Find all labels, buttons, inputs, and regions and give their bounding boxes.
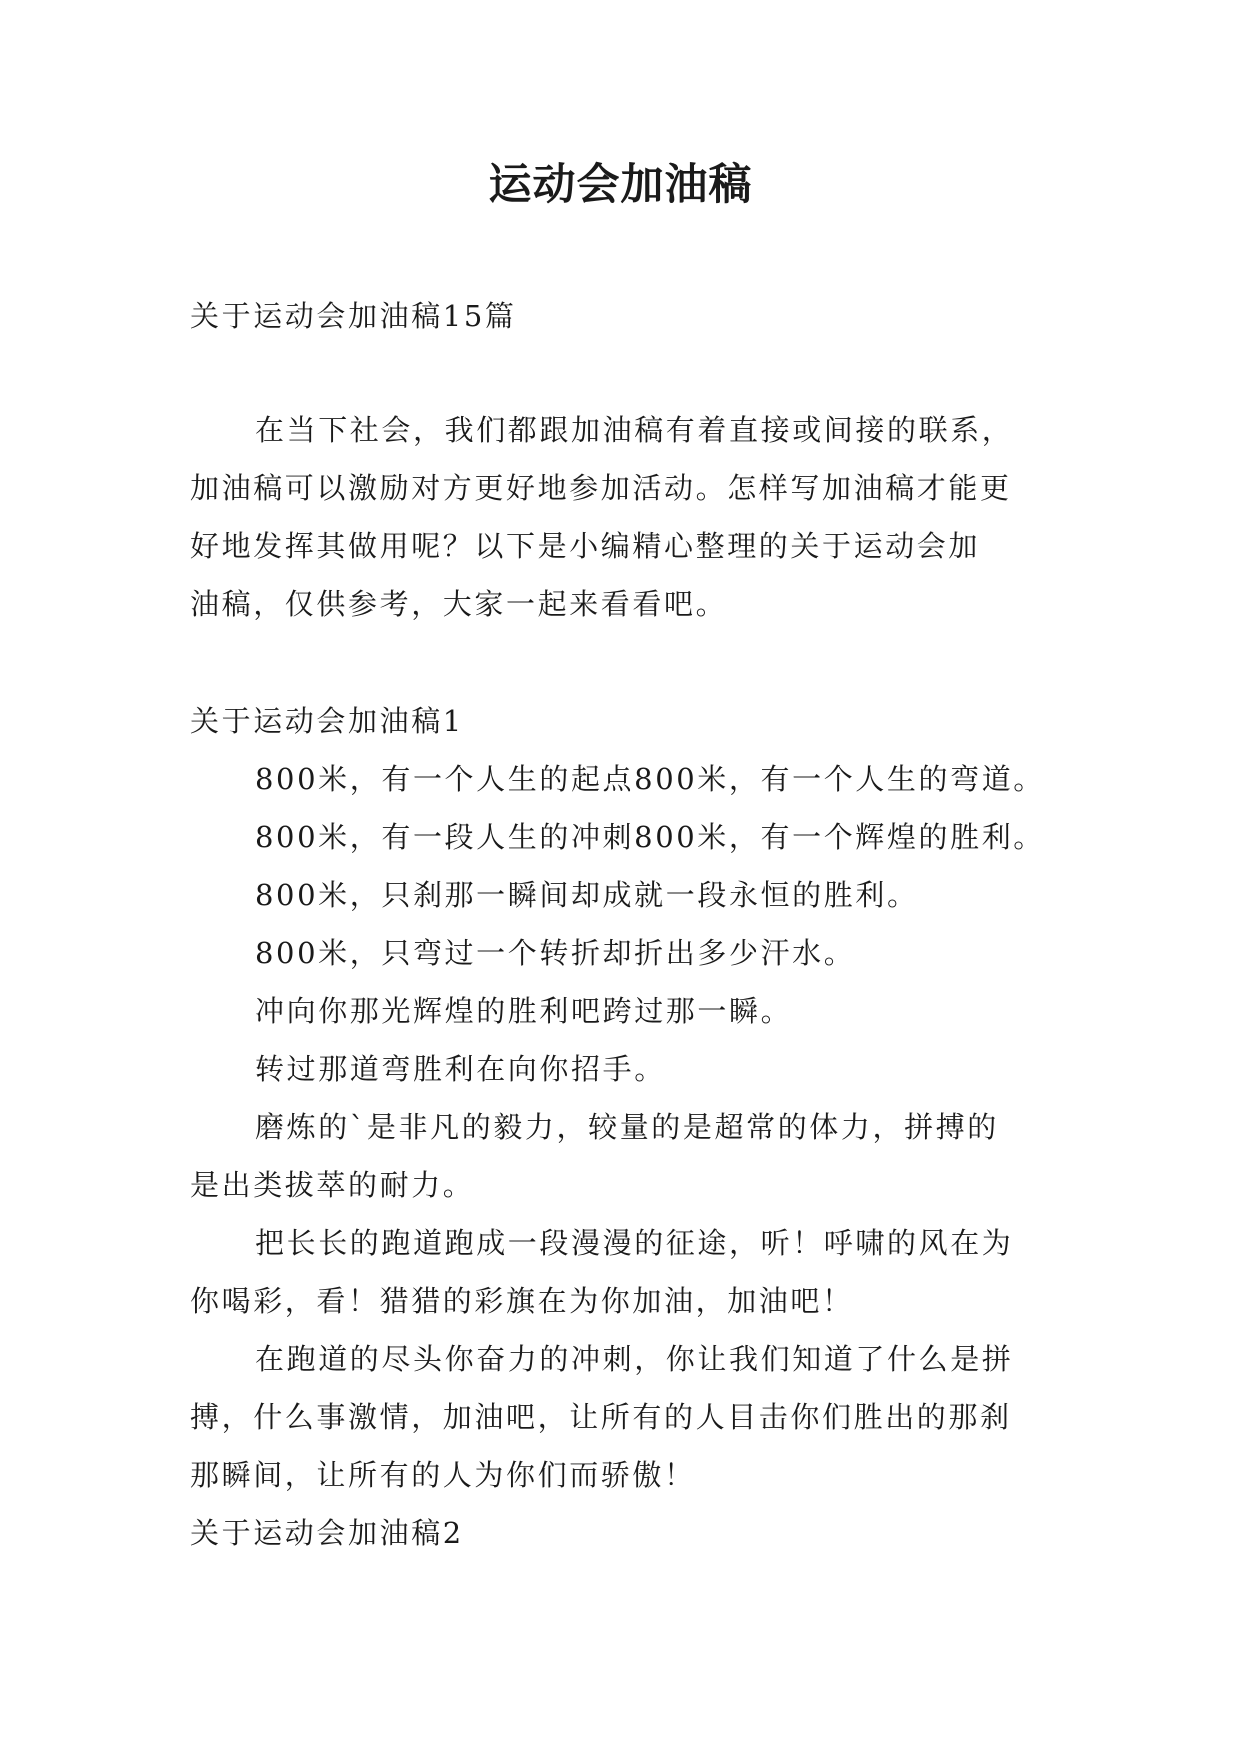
section-heading-1: 关于运动会加油稿1: [190, 704, 464, 738]
paragraph-line: 800米，有一个人生的起点800米，有一个人生的弯道。: [255, 762, 1045, 796]
section-heading-2: 关于运动会加油稿2: [190, 1516, 464, 1550]
paragraph-line: 你喝彩，看！猎猎的彩旗在为你加油，加油吧！: [190, 1284, 854, 1318]
paragraph-line: 800米，只弯过一个转折却折出多少汗水。: [255, 936, 856, 970]
paragraph-line: 800米，只刹那一瞬间却成就一段永恒的胜利。: [255, 878, 919, 912]
intro-line: 在当下社会，我们都跟加油稿有着直接或间接的联系，: [255, 413, 1014, 447]
intro-line: 油稿，仅供参考，大家一起来看看吧。: [190, 587, 728, 621]
intro-line: 好地发挥其做用呢？以下是小编精心整理的关于运动会加: [190, 529, 981, 563]
paragraph-line: 那瞬间，让所有的人为你们而骄傲！: [190, 1458, 696, 1492]
document-subtitle: 关于运动会加油稿15篇: [190, 299, 517, 333]
paragraph-line: 磨炼的`是非凡的毅力，较量的是超常的体力，拼搏的: [255, 1110, 999, 1144]
paragraph-line: 冲向你那光辉煌的胜利吧跨过那一瞬。: [255, 994, 793, 1028]
paragraph-line: 是出类拔萃的耐力。: [190, 1168, 475, 1202]
paragraph-line: 在跑道的尽头你奋力的冲刺，你让我们知道了什么是拼: [255, 1342, 1014, 1376]
paragraph-line: 把长长的跑道跑成一段漫漫的征途，听！呼啸的风在为: [255, 1226, 1014, 1260]
paragraph-line: 转过那道弯胜利在向你招手。: [255, 1052, 666, 1086]
document-title: 运动会加油稿: [488, 160, 753, 210]
paragraph-line: 搏，什么事激情，加油吧，让所有的人目击你们胜出的那刹: [190, 1400, 1012, 1434]
intro-line: 加油稿可以激励对方更好地参加活动。怎样写加油稿才能更: [190, 471, 1012, 505]
paragraph-line: 800米，有一段人生的冲刺800米，有一个辉煌的胜利。: [255, 820, 1045, 854]
